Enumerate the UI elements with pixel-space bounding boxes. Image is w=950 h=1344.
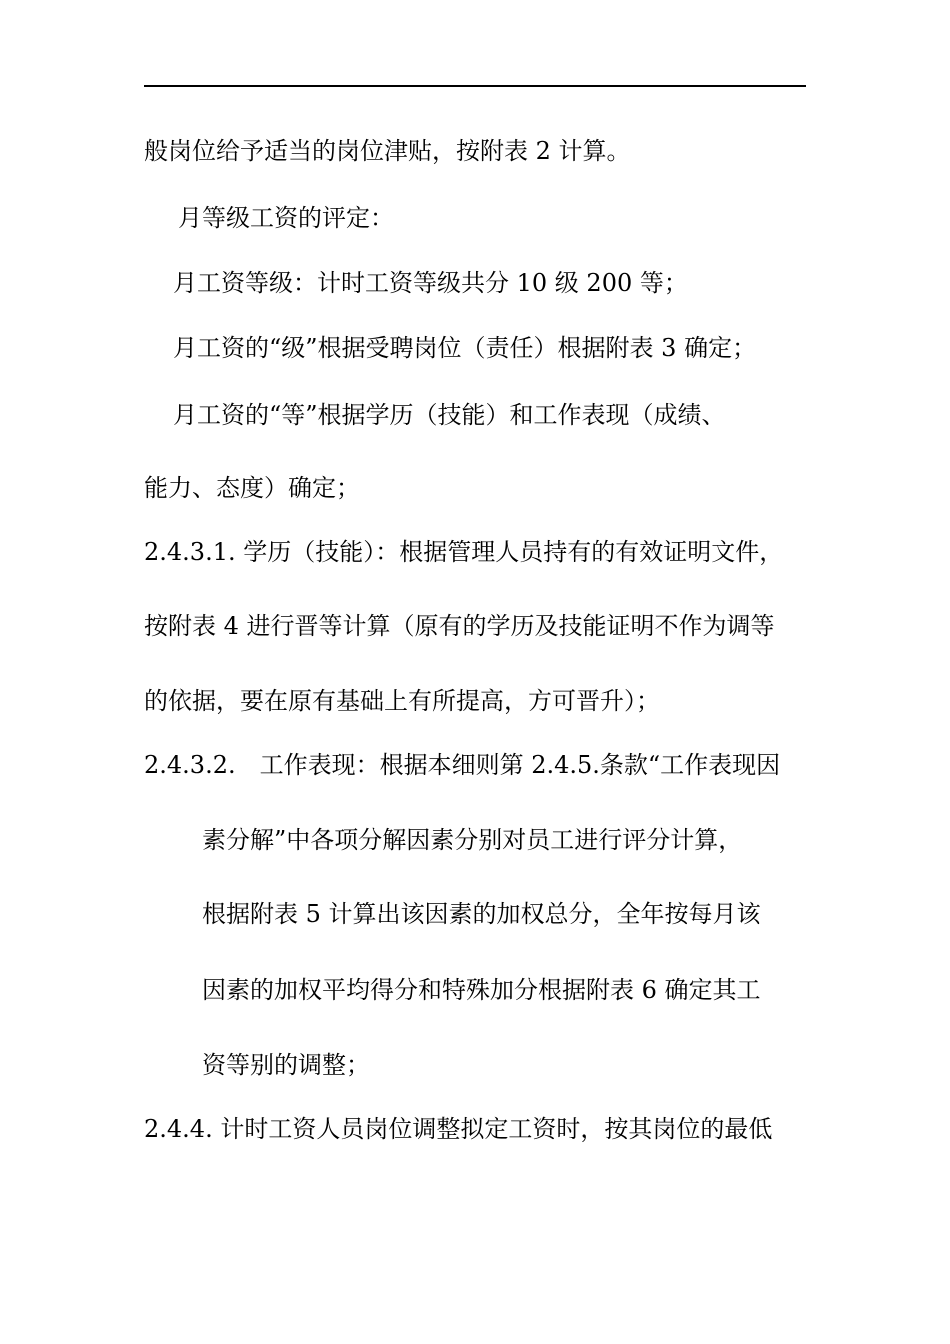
text-line: 因素的加权平均得分和特殊加分根据附表 6 确定其工 <box>202 976 761 1004</box>
text-line: 2.4.3.1. 学历（技能）：根据管理人员持有的有效证明文件， <box>144 538 784 566</box>
header-rule <box>144 85 806 87</box>
text-line: 月等级工资的评定： <box>178 204 394 232</box>
text-line: 2.4.3.2. 工作表现：根据本细则第 2.4.5.条款“工作表现因 <box>144 751 781 779</box>
text-line: 月工资的“等”根据学历（技能）和工作表现（成绩、 <box>173 401 726 429</box>
text-line: 素分解”中各项分解因素分别对员工进行评分计算， <box>202 826 743 854</box>
text-line: 资等别的调整； <box>202 1051 370 1079</box>
text-line: 月工资等级：计时工资等级共分 10 级 200 等； <box>173 269 688 297</box>
text-line: 般岗位给予适当的岗位津贴，按附表 2 计算。 <box>144 137 631 165</box>
text-line: 根据附表 5 计算出该因素的加权总分，全年按每月该 <box>202 900 761 928</box>
text-line: 按附表 4 进行晋等计算（原有的学历及技能证明不作为调等 <box>144 612 775 640</box>
text-line: 月工资的“级”根据受聘岗位（责任）根据附表 3 确定； <box>173 334 757 362</box>
text-line: 的依据，要在原有基础上有所提高，方可晋升）； <box>144 687 660 715</box>
text-line: 2.4.4. 计时工资人员岗位调整拟定工资时，按其岗位的最低 <box>144 1115 773 1143</box>
text-line: 能力、态度）确定； <box>144 474 360 502</box>
